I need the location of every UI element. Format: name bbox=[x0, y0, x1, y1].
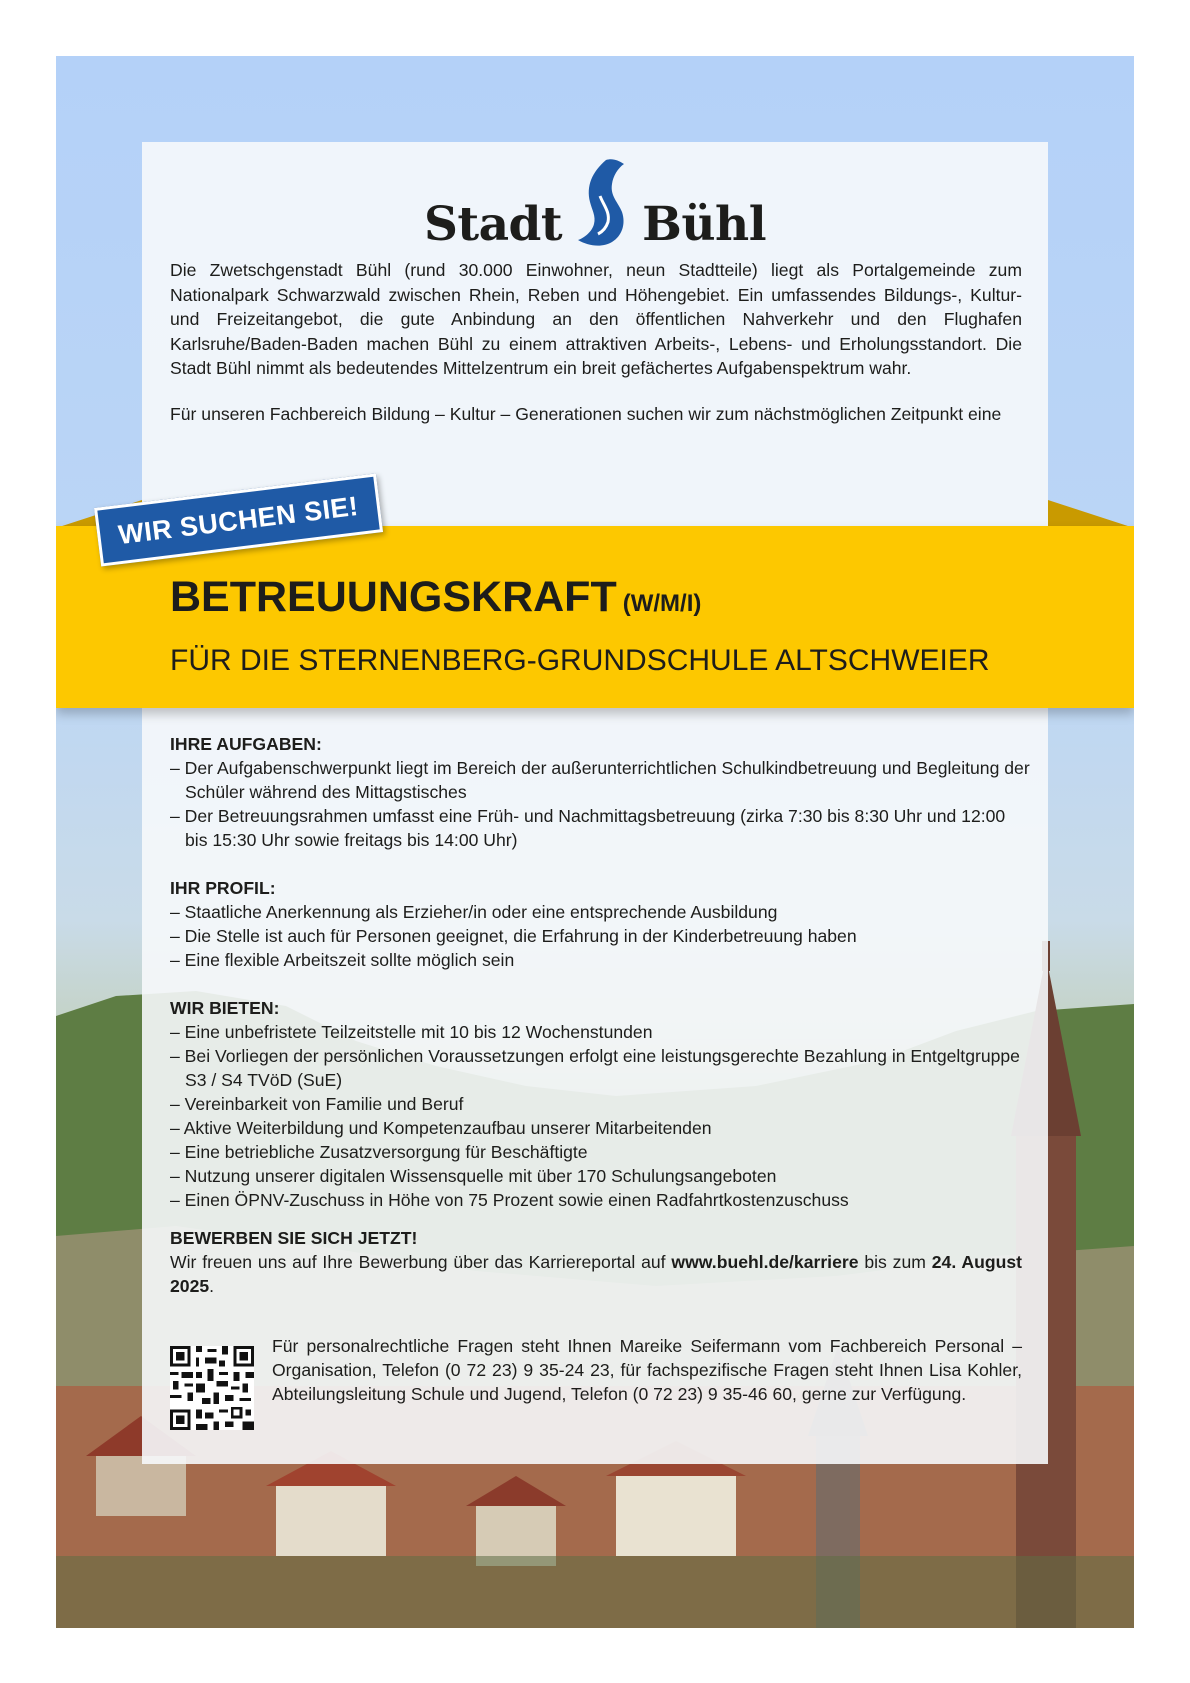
list-item: – Die Stelle ist auch für Personen geeignet, die Erfahrung in der Kinderbetreuung haben bbox=[170, 926, 857, 946]
band-fold-right bbox=[1048, 500, 1134, 528]
qr-code-icon[interactable] bbox=[170, 1346, 254, 1430]
tasks-list bbox=[170, 756, 1030, 852]
logo-word-right: Bühl bbox=[642, 197, 767, 252]
offer-list bbox=[170, 1020, 1030, 1212]
poster-background bbox=[56, 56, 1134, 1628]
logo-word-left: Stadt bbox=[423, 197, 563, 252]
list-item: – Eine betriebliche Zusatzversorgung für Beschäftigte bbox=[170, 1142, 588, 1162]
list-item: – Nutzung unserer digitalen Wissensquelle mit über 170 Schulungsangeboten bbox=[170, 1166, 777, 1186]
application-deadline: 24. August 2025 bbox=[170, 1252, 1022, 1296]
tasks-section bbox=[170, 732, 1030, 852]
job-title bbox=[170, 573, 702, 621]
apply-heading: BEWERBEN SIE SICH JETZT! bbox=[170, 1228, 418, 1248]
apply-section bbox=[170, 1226, 1022, 1298]
wir-suchen-sie-badge: WIR SUCHEN SIE! bbox=[94, 473, 383, 566]
profile-section bbox=[170, 876, 1030, 972]
intro-lead-paragraph: Für unseren Fachbereich Bildung – Kultur – Generationen suchen wir zum nächstmöglichen Zeitpunkt eine bbox=[170, 404, 1002, 424]
list-item: – Vereinbarkeit von Familie und Beruf bbox=[170, 1094, 464, 1114]
list-item: – Einen ÖPNV-Zuschuss in Höhe von 75 Prozent sowie einen Radfahrtkostenzuschuss bbox=[170, 1190, 849, 1210]
logo-emblem-icon bbox=[566, 156, 638, 256]
apply-text-start: Wir freuen uns auf Ihre Bewerbung über das Karriereportal auf bbox=[170, 1252, 672, 1272]
list-item: – Staatliche Anerkennung als Erzieher/in oder eine entsprechende Ausbildung bbox=[170, 902, 778, 922]
list-item: – Eine unbefristete Teilzeitstelle mit 10 bis 12 Wochenstunden bbox=[170, 1022, 653, 1042]
offer-heading: WIR BIETEN: bbox=[170, 998, 280, 1018]
list-item: – Der Aufgabenschwerpunkt liegt im Bereich der außerunterrichtlichen Schulkindbetreuung und Begleitung der Schüler während des Mittagstisches bbox=[170, 758, 1030, 802]
list-item: – Aktive Weiterbildung und Kompetenzaufbau unserer Mitarbeitenden bbox=[170, 1118, 712, 1138]
career-portal-link[interactable]: www.buehl.de/karriere bbox=[671, 1252, 859, 1272]
apply-text bbox=[170, 1250, 1022, 1298]
apply-text-end: . bbox=[209, 1276, 215, 1296]
tasks-heading: IHRE AUFGABEN: bbox=[170, 734, 322, 754]
intro-paragraph: Die Zwetschgenstadt Bühl (rund 30.000 Einwohner, neun Stadtteile) liegt als Portalgemeinde zum Nationalpark Schwarzwald zwischen Rhein, Reben und Höhengebiet. Ein umfassendes Bildungs-, Kultur- und Freizeitangebot, die gute Anbindung an den öffentlichen Nahverkehr und den Flughafen Karlsruhe/Baden-Baden machen Bühl zu einem attraktiven Arbeits-, Lebens- und Erholungsstandort. Die Stadt Bühl nimmt als bedeutendes Mittelzentrum ein breit gefächertes Aufgabenspektrum wahr. bbox=[170, 260, 1022, 378]
profile-list bbox=[170, 900, 1030, 972]
list-item: – Eine flexible Arbeitszeit sollte möglich sein bbox=[170, 950, 515, 970]
job-subtitle: FÜR DIE STERNENBERG-GRUNDSCHULE ALTSCHWEIER bbox=[170, 644, 990, 677]
list-item: – Der Betreuungsrahmen umfasst eine Früh- und Nachmittagsbetreuung (zirka 7:30 bis 8:30 Uhr und 12:00 bis 15:30 Uhr sowie freitags bis 14:00 Uhr) bbox=[170, 806, 1006, 850]
apply-text-mid: bis zum bbox=[858, 1252, 932, 1272]
job-title-text: BETREUUNGSKRAFT bbox=[170, 573, 617, 621]
profile-heading: IHR PROFIL: bbox=[170, 878, 276, 898]
stadt-buehl-logo bbox=[56, 156, 1134, 256]
offer-section bbox=[170, 996, 1030, 1212]
job-gender-tag: (W/M/I) bbox=[622, 590, 702, 617]
list-item: – Bei Vorliegen der persönlichen Voraussetzungen erfolgt eine leistungsgerechte Bezahlung in Entgeltgruppe S3 / S4 TVöD (SuE) bbox=[170, 1046, 1020, 1090]
contact-paragraph: Für personalrechtliche Fragen steht Ihnen Mareike Seifermann vom Fachbereich Personal – Organisation, Telefon (0 72 23) 9 35-24 23, für fachspezifische Fragen steht Ihnen Lisa Kohler, Abteilungsleitung Schule und Jugend, Telefon (0 72 23) 9 35-46 60, gerne zur Verfügung. bbox=[272, 1336, 1022, 1404]
